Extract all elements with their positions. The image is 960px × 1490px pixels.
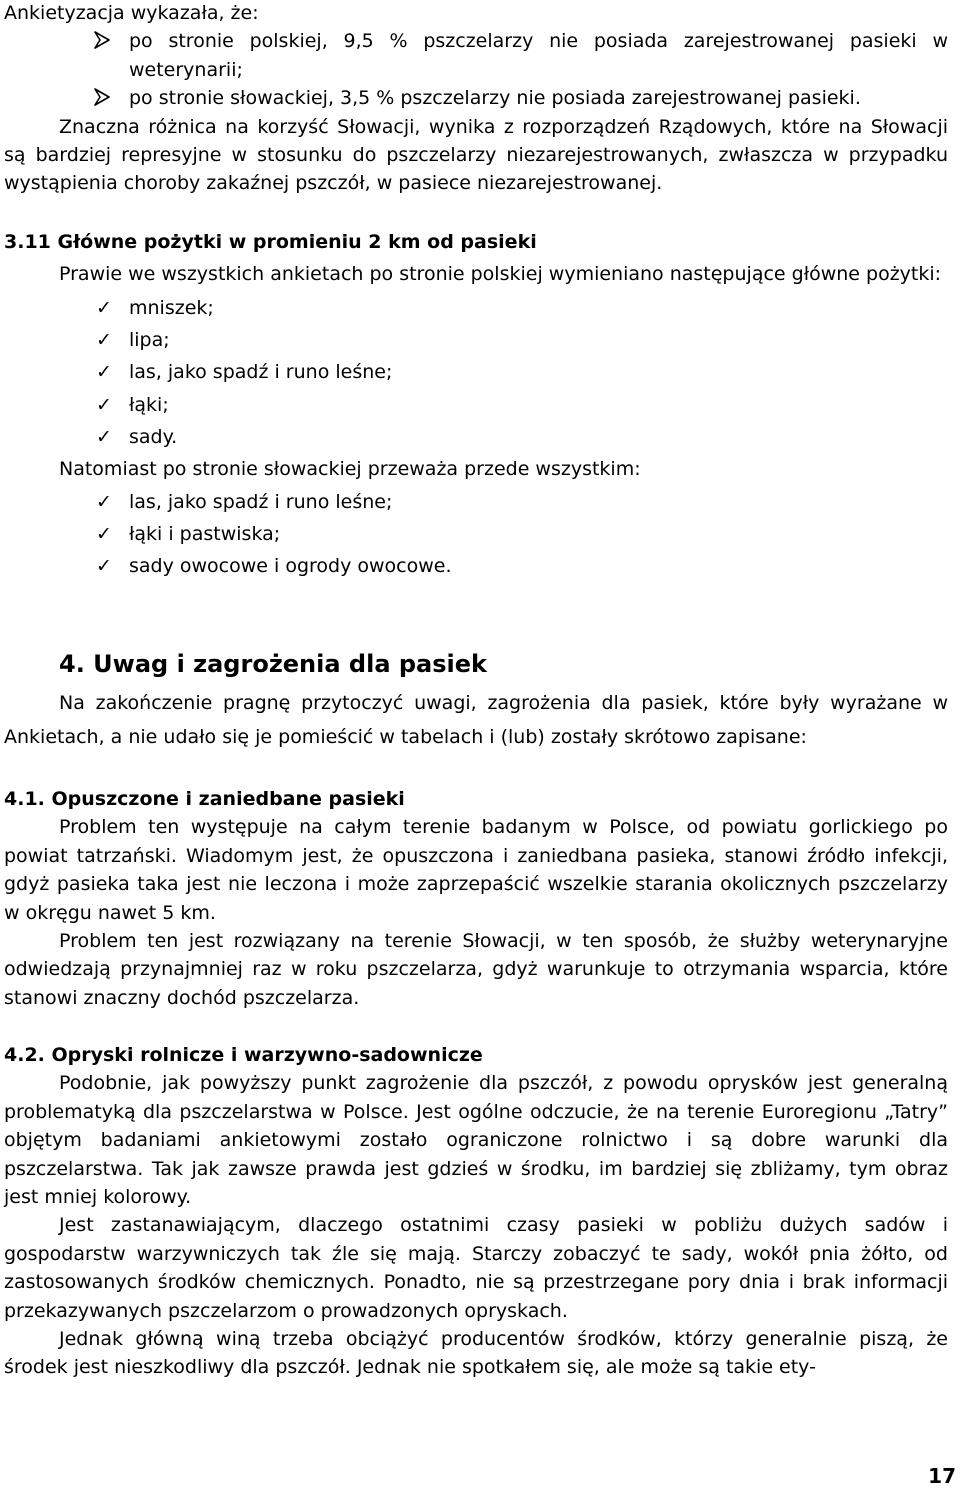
- slovak-forage-list: [4, 486, 948, 583]
- survey-point-text: po stronie polskiej, 9,5 % pszczelarzy nie posiada zarejestrowanej pasieki w weterynarii;: [129, 30, 948, 81]
- list-item: [4, 421, 948, 453]
- polish-forage-list: [4, 292, 948, 453]
- arrow-bullet-icon: [94, 84, 112, 112]
- list-item: [4, 27, 948, 84]
- section-4-1-paragraph: Problem ten jest rozwiązany na terenie Słowacji, w ten sposób, że służby weterynaryjne odwiedzają przynajmniej raz w roku pszczelarza, gdyż warunkuje to otrzymania wsparcia, które stanowi znaczny dochód pszczelarza.: [4, 930, 948, 1009]
- intro-text: Ankietyzacja wykazała, że:: [4, 2, 259, 24]
- list-item-text: sady.: [129, 426, 178, 448]
- page-number: 17: [928, 1464, 956, 1488]
- checkmark-icon: ✓: [96, 522, 112, 545]
- section-4-2-paragraph: Jednak główną winą trzeba obciążyć producentów środków, którzy generalnie piszą, że środek jest nieszkodliwy dla pszczół. Jednak nie spotkałem się, ale może są takie ety-: [4, 1328, 948, 1379]
- list-item-text: las, jako spadź i runo leśne;: [129, 490, 393, 513]
- section-3-11: [4, 228, 948, 582]
- checkmark-icon: ✓: [96, 296, 112, 319]
- section-4-2-paragraph: Podobnie, jak powyższy punkt zagrożenie dla pszczół, z powodu oprysków jest generalną problematyką dla pszczelarstwa w Polsce. Jest ogólne odczucie, że na terenie Euroregionu „Tatry” objętym badaniami ankietowymi zostało ograniczone rolnictwo i są dobre warunki dla pszczelarstwa. Tak jak zawsze prawda jest gdzieś w środku, im bardziej się zbliżamy, tym obraz jest mniej kolorowy.: [4, 1072, 948, 1209]
- list-item: [4, 486, 948, 518]
- section-4-2-paragraph: Jest zastanawiającym, dlaczego ostatnimi czasy pasieki w pobliżu dużych sadów i gospodarstw warzywniczych tak źle się mają. Starczy zobaczyć te sady, wokół pnia żółto, od zastosowanych środków chemicznych. Ponadto, nie są przestrzegane pory dnia i brak informacji przekazywanych pszczelarzom o prowadzonych opryskach.: [4, 1214, 948, 1322]
- list-item: [4, 550, 948, 582]
- section-4-1-paragraph: Problem ten występuje na całym terenie badanym w Polsce, od powiatu gorlickiego po powiat tatrzański. Wiadomym jest, że opuszczona i zaniedbana pasieka, stanowi źródło infekcji, gdyż pasieka taka jest nie leczona i może zaprzepaścić wszelkie starania okolicznych pszczelarzy w okręgu nawet 5 km.: [4, 816, 948, 924]
- survey-note: Znaczna różnica na korzyść Słowacji, wynika z rozporządzeń Rządowych, które na Słowacji są bardziej represyjne w stosunku do pszczelarzy niezarejestrowanych, zwłaszcza w przypadku wystąpienia choroby zakaźnej pszczół, w pasiece niezarejestrowanej.: [4, 115, 948, 195]
- checkmark-icon: ✓: [96, 555, 112, 578]
- list-item: [4, 84, 948, 112]
- survey-point-text: po stronie słowackiej, 3,5 % pszczelarzy nie posiada zarejestrowanej pasieki.: [129, 87, 861, 110]
- section-4-2-title: 4.2. Opryski rolnicze i warzywno-sadownicze: [4, 1044, 483, 1066]
- section-4-2: [4, 1041, 948, 1382]
- list-item-text: sady owocowe i ogrody owocowe.: [129, 555, 452, 578]
- list-item: [4, 324, 948, 356]
- survey-block: [4, 0, 948, 198]
- checkmark-icon: ✓: [96, 426, 112, 448]
- list-item-text: lipa;: [129, 329, 170, 352]
- list-item: [4, 518, 948, 550]
- section-4-1-title: 4.1. Opuszczone i zaniedbane pasieki: [4, 788, 405, 810]
- list-item-text: mniszek;: [129, 296, 214, 319]
- section-4: [4, 648, 948, 754]
- list-item-text: łąki;: [129, 393, 169, 416]
- slovak-forage-intro: Natomiast po stronie słowackiej przeważa przede wszystkim:: [59, 458, 641, 481]
- list-item-text: las, jako spadź i runo leśne;: [129, 361, 393, 384]
- checkmark-icon: ✓: [96, 329, 112, 352]
- checkmark-icon: ✓: [96, 490, 112, 513]
- section-4-title: 4. Uwag i zagrożenia dla pasiek: [59, 650, 488, 678]
- section-3-11-intro: Prawie we wszystkich ankietach po stronie polskiej wymieniano następujące główne pożytki:: [59, 263, 942, 286]
- list-item: [4, 356, 948, 388]
- section-3-11-title: 3.11 Główne pożytki w promieniu 2 km od pasieki: [4, 231, 537, 253]
- section-4-1: [4, 785, 948, 1012]
- section-4-intro: Na zakończenie pragnę przytoczyć uwagi, zagrożenia dla pasiek, które były wyrażane w Ankietach, a nie udało się je pomieścić w tabelach i (lub) zostały skrótowo zapisane:: [4, 692, 948, 748]
- checkmark-icon: ✓: [96, 393, 112, 416]
- checkmark-icon: ✓: [96, 361, 112, 384]
- list-item: [4, 292, 948, 324]
- survey-points-list: [4, 27, 948, 112]
- list-item: [4, 389, 948, 421]
- list-item-text: łąki i pastwiska;: [129, 522, 281, 545]
- arrow-bullet-icon: [94, 27, 112, 55]
